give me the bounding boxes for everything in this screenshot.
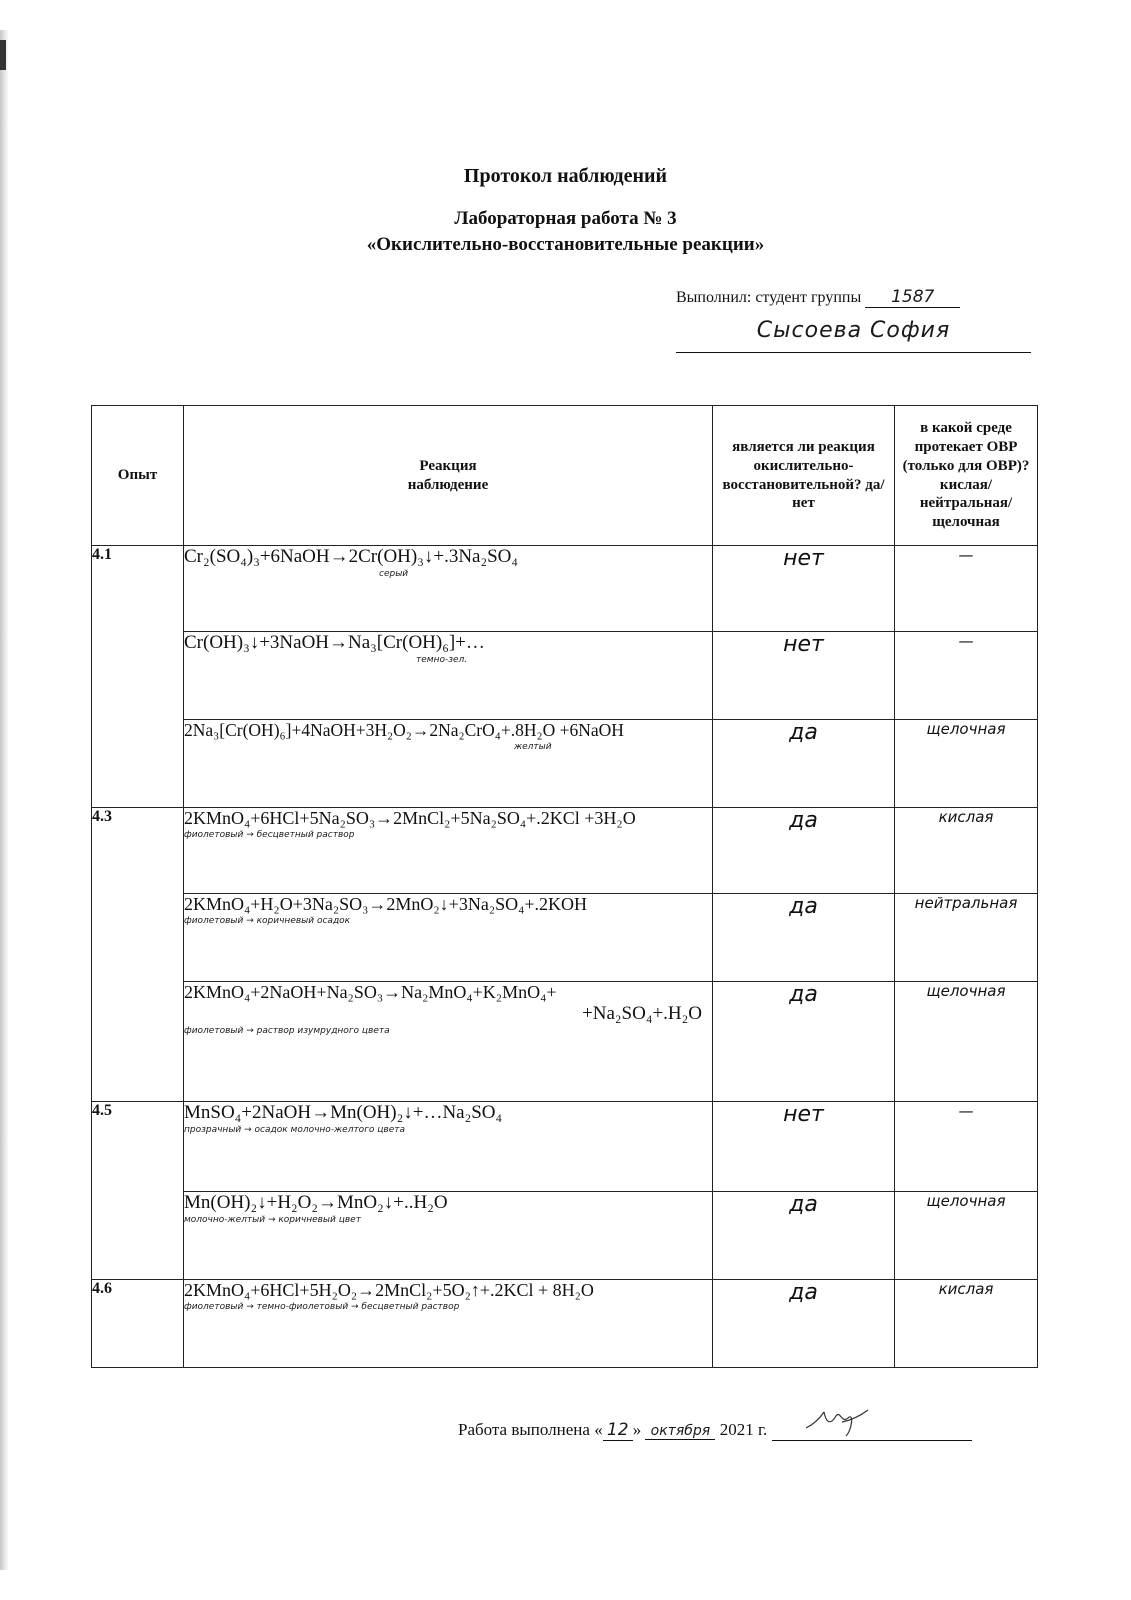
- reaction-equation: Mn(OH)₂↓+H₂O₂→MnO₂↓+..H₂O: [184, 1192, 448, 1213]
- reaction-equation: Cr(OH)₃↓+3NaOH→Na₃[Cr(OH)₆]+…: [184, 632, 485, 653]
- reaction-cell: [184, 632, 713, 720]
- table-row: [92, 632, 1038, 720]
- completion-month: октября: [645, 1423, 715, 1440]
- medium-cell: [895, 1192, 1038, 1280]
- group-number: 1587: [865, 287, 960, 308]
- header-is-redox: является ли реакция окислительно-восстановительной? да/нет: [713, 406, 895, 546]
- medium-cell: [895, 808, 1038, 894]
- table-row: [92, 894, 1038, 982]
- scan-edge: [0, 30, 8, 1570]
- is-redox-answer: да: [789, 1192, 818, 1217]
- experiment-id: 4.6: [92, 1280, 184, 1368]
- reaction-equation-continued: +Na₂SO₄+.H₂O: [582, 1003, 702, 1024]
- medium-answer: —: [958, 1102, 974, 1120]
- observation-note: фиолетовый → бесцветный раствор: [184, 830, 355, 840]
- observation-note: фиолетовый → коричневый осадок: [184, 916, 351, 926]
- header-reaction: [184, 406, 713, 546]
- completion-quote-close: »: [632, 1420, 642, 1439]
- student-label: Выполнил: студент группы: [676, 289, 862, 306]
- page-title: Протокол наблюдений: [463, 165, 668, 187]
- is-redox-answer: да: [789, 1280, 818, 1305]
- observation-note: прозрачный → осадок молочно-желтого цвета: [184, 1125, 406, 1135]
- completion-label: Работа выполнена «: [458, 1420, 603, 1439]
- medium-answer: щелочная: [926, 982, 1006, 1000]
- reaction-cell: [184, 894, 713, 982]
- medium-answer: щелочная: [926, 720, 1006, 738]
- medium-cell: [895, 720, 1038, 808]
- medium-answer: щелочная: [926, 1192, 1006, 1210]
- medium-answer: нейтральная: [914, 894, 1018, 912]
- reaction-cell: [184, 808, 713, 894]
- observation-note: серый: [379, 569, 409, 579]
- student-name: Сысоева София: [676, 318, 1031, 353]
- scan-mark: [0, 40, 6, 70]
- medium-cell: [895, 1280, 1038, 1368]
- reaction-cell: [184, 982, 713, 1102]
- is-redox-cell: [713, 546, 895, 632]
- medium-cell: [895, 894, 1038, 982]
- medium-cell: [895, 1102, 1038, 1192]
- is-redox-answer: да: [789, 808, 818, 833]
- is-redox-answer: нет: [783, 632, 824, 657]
- experiment-id: 4.5: [92, 1102, 184, 1280]
- header-experiment: Опыт: [92, 406, 184, 546]
- medium-answer: —: [958, 632, 974, 650]
- table-row: [92, 808, 1038, 894]
- reaction-equation: 2Na₃[Cr(OH)₆]+4NaOH+3H₂O₂→2Na₂CrO₄+.8H₂O +6NaOH: [184, 720, 624, 740]
- table-row: [92, 1102, 1038, 1192]
- header-medium: в какой среде протекает ОВР (только для ОВР)? кислая/ нейтральная/ щелочная: [895, 406, 1038, 546]
- observation-note: темно-зел.: [416, 655, 468, 665]
- is-redox-cell: [713, 1192, 895, 1280]
- is-redox-cell: [713, 1280, 895, 1368]
- reaction-equation: Cr₂(SO₄)₃+6NaOH→2Cr(OH)₃↓+.3Na₂SO₄: [184, 546, 519, 567]
- is-redox-cell: [713, 894, 895, 982]
- reaction-equation: 2KMnO₄+6HCl+5H₂O₂→2MnCl₂+5O₂↑+.2KCl + 8H₂O: [184, 1280, 594, 1300]
- table-row: [92, 546, 1038, 632]
- medium-cell: [895, 632, 1038, 720]
- is-redox-answer: нет: [783, 1102, 824, 1127]
- table-row: [92, 1280, 1038, 1368]
- experiment-id: 4.1: [92, 546, 184, 808]
- table-row: [92, 982, 1038, 1102]
- reaction-cell: [184, 1192, 713, 1280]
- table-row: [92, 720, 1038, 808]
- reaction-cell: [184, 1102, 713, 1192]
- observation-note: фиолетовый → раствор изумрудного цвета: [184, 1026, 390, 1036]
- is-redox-answer: да: [789, 982, 818, 1007]
- protocol-table: [91, 405, 1038, 1368]
- reaction-equation: 2KMnO₄+H₂O+3Na₂SO₃→2MnO₂↓+3Na₂SO₄+.2KOH: [184, 894, 588, 914]
- reaction-cell: [184, 720, 713, 808]
- medium-cell: [895, 982, 1038, 1102]
- reaction-equation: MnSO₄+2NaOH→Mn(OH)₂↓+…Na₂SO₄: [184, 1102, 503, 1123]
- observation-note: фиолетовый → темно-фиолетовый → бесцветный раствор: [184, 1302, 460, 1312]
- signature-mark: [802, 1404, 882, 1440]
- completion-line: [458, 1418, 972, 1441]
- header-reaction-line2: наблюдение: [407, 476, 489, 493]
- header-reaction-line1: Реакция: [419, 457, 477, 474]
- observation-note: желтый: [514, 742, 552, 752]
- reaction-equation: 2KMnO₄+2NaOH+Na₂SO₃→Na₂MnO₄+K₂MnO₄+: [184, 982, 557, 1002]
- table-row: [92, 1192, 1038, 1280]
- is-redox-answer: нет: [783, 546, 824, 571]
- completion-day: 12: [603, 1420, 633, 1441]
- medium-answer: кислая: [938, 1280, 994, 1298]
- is-redox-answer: да: [789, 894, 818, 919]
- is-redox-cell: [713, 632, 895, 720]
- is-redox-cell: [713, 808, 895, 894]
- medium-answer: —: [958, 546, 974, 564]
- reaction-cell: [184, 1280, 713, 1368]
- signature-field: [772, 1418, 972, 1441]
- student-group-line: [676, 287, 960, 308]
- reaction-cell: [184, 546, 713, 632]
- is-redox-answer: да: [789, 720, 818, 745]
- is-redox-cell: [713, 1102, 895, 1192]
- observation-note: молочно-желтый → коричневый цвет: [184, 1215, 361, 1225]
- experiment-id: 4.3: [92, 808, 184, 1102]
- completion-year: 2021 г.: [719, 1420, 768, 1439]
- table-header-row: [92, 406, 1038, 546]
- medium-answer: кислая: [938, 808, 994, 826]
- lab-topic: «Окислительно-восстановительные реакции»: [366, 234, 765, 255]
- lab-number: Лабораторная работа № 3: [454, 208, 677, 229]
- medium-cell: [895, 546, 1038, 632]
- reaction-equation: 2KMnO₄+6HCl+5Na₂SO₃→2MnCl₂+5Na₂SO₄+.2KCl +3H₂O: [184, 808, 636, 828]
- is-redox-cell: [713, 720, 895, 808]
- is-redox-cell: [713, 982, 895, 1102]
